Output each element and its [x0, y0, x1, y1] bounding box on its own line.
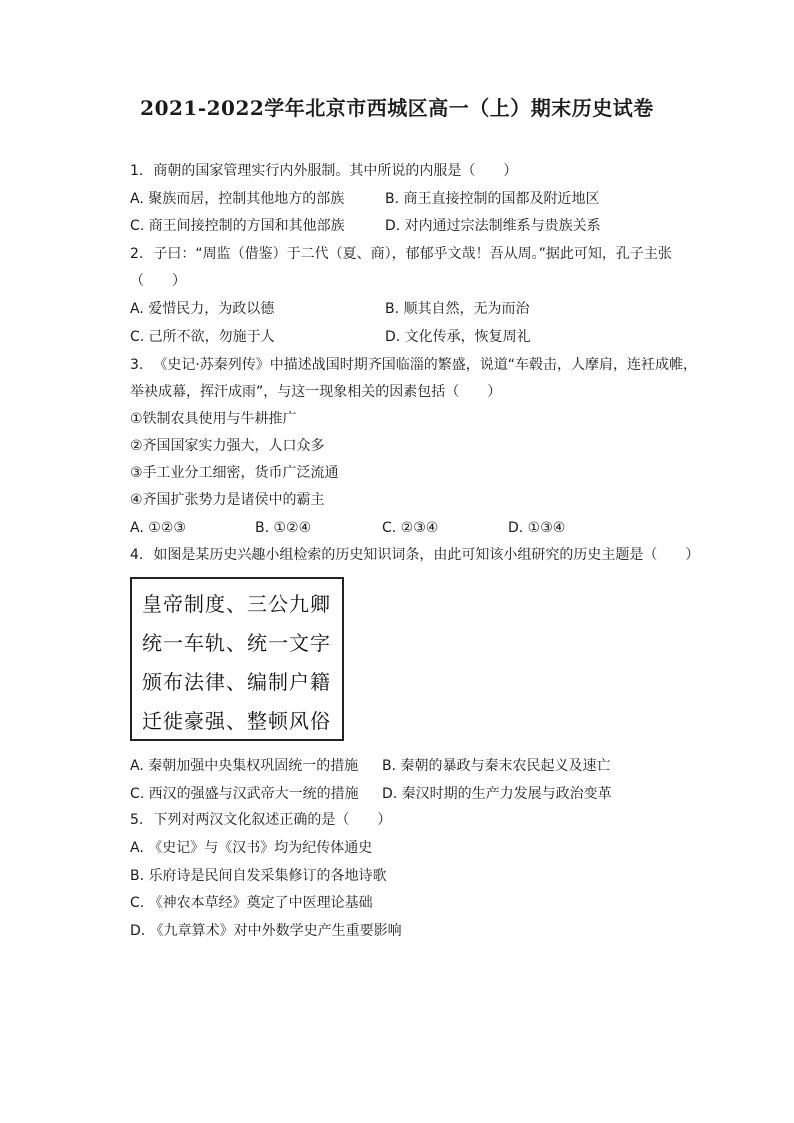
question-stem: 商朝的国家管理实行内外服制。其中所说的内服是（ ）: [153, 163, 518, 179]
question-3: [130, 356, 697, 374]
statement-item: ②齐国国家实力强大，人口众多: [130, 438, 325, 454]
option-c[interactable]: C. 《神农本草经》奠定了中医理论基础: [130, 895, 373, 911]
option-b[interactable]: B. 秦朝的暴政与秦末农民起义及速亡: [382, 758, 611, 774]
option-d[interactable]: D. 文化传承，恢复周礼: [385, 329, 531, 345]
figure-line: 统一车轨、统一文字: [142, 631, 331, 655]
question-number: 1.: [130, 163, 144, 179]
question-4: [130, 546, 699, 564]
statement-item: ③手工业分工细密，货币广泛流通: [130, 465, 339, 481]
option-c[interactable]: C. ②③④: [382, 520, 439, 536]
statement-item: ④齐国扩张势力是诸侯中的霸主: [130, 492, 325, 508]
question-2: [130, 245, 672, 263]
question-stem-continued: 举袂成幕，挥汗成雨”，与这一现象相关的因素包括（ ）: [130, 384, 502, 400]
question-stem: 如图是某历史兴趣小组检索的历史知识词条，由此可知该小组研究的历史主题是（ ）: [153, 547, 700, 563]
question-5: [130, 811, 391, 829]
figure-line: 皇帝制度、三公九卿: [142, 592, 331, 616]
option-d[interactable]: D. 《九章算术》对中外数学史产生重要影响: [130, 923, 402, 939]
option-b[interactable]: B. ①②④: [255, 520, 312, 536]
option-b[interactable]: B. 商王直接控制的国都及附近地区: [385, 191, 600, 207]
question-number: 3.: [130, 357, 144, 373]
option-c[interactable]: C. 己所不欲，勿施于人: [130, 329, 275, 345]
question-number: 5.: [130, 812, 144, 828]
option-a[interactable]: A. 《史记》与《汉书》均为纪传体通史: [130, 840, 373, 856]
question-1: [130, 162, 517, 180]
option-c[interactable]: C. 西汉的强盛与汉武帝大一统的措施: [130, 786, 359, 802]
page-title: 2021-2022学年北京市西城区高一（上）期末历史试卷: [140, 96, 654, 120]
question-stem: 下列对两汉文化叙述正确的是（ ）: [153, 812, 392, 828]
figure-line: 颁布法律、编制户籍: [142, 670, 331, 694]
option-a[interactable]: A. 爱惜民力，为政以德: [130, 301, 275, 317]
figure-line: 迁徙豪强、整顿风俗: [142, 709, 331, 733]
question-number: 4.: [130, 547, 144, 563]
option-a[interactable]: A. 聚族而居，控制其他地方的部族: [130, 191, 345, 207]
question-stem: 子曰：“周监（借鉴）于二代（夏、商），郁郁乎文哉！吾从周。”据此可知，孔子主张: [153, 246, 672, 262]
option-d[interactable]: D. 秦汉时期的生产力发展与政治变革: [382, 786, 612, 802]
question-stem-continued: （ ）: [130, 273, 186, 289]
option-d[interactable]: D. ①③④: [508, 520, 566, 536]
option-b[interactable]: B. 乐府诗是民间自发采集修订的各地诗歌: [130, 868, 387, 884]
statement-item: ①铁制农具使用与牛耕推广: [130, 411, 297, 427]
option-a[interactable]: A. ①②③: [130, 520, 186, 536]
question-stem: 《史记·苏秦列传》中描述战国时期齐国临淄的繁盛，说道“车毂击，人摩肩，连衽成帷，: [153, 357, 698, 373]
option-a[interactable]: A. 秦朝加强中央集权巩固统一的措施: [130, 758, 359, 774]
question-number: 2.: [130, 246, 144, 262]
option-d[interactable]: D. 对内通过宗法制维系与贵族关系: [385, 218, 601, 234]
option-b[interactable]: B. 顺其自然，无为而治: [385, 301, 530, 317]
keyword-figure: [130, 577, 344, 741]
option-c[interactable]: C. 商王间接控制的方国和其他部族: [130, 218, 345, 234]
